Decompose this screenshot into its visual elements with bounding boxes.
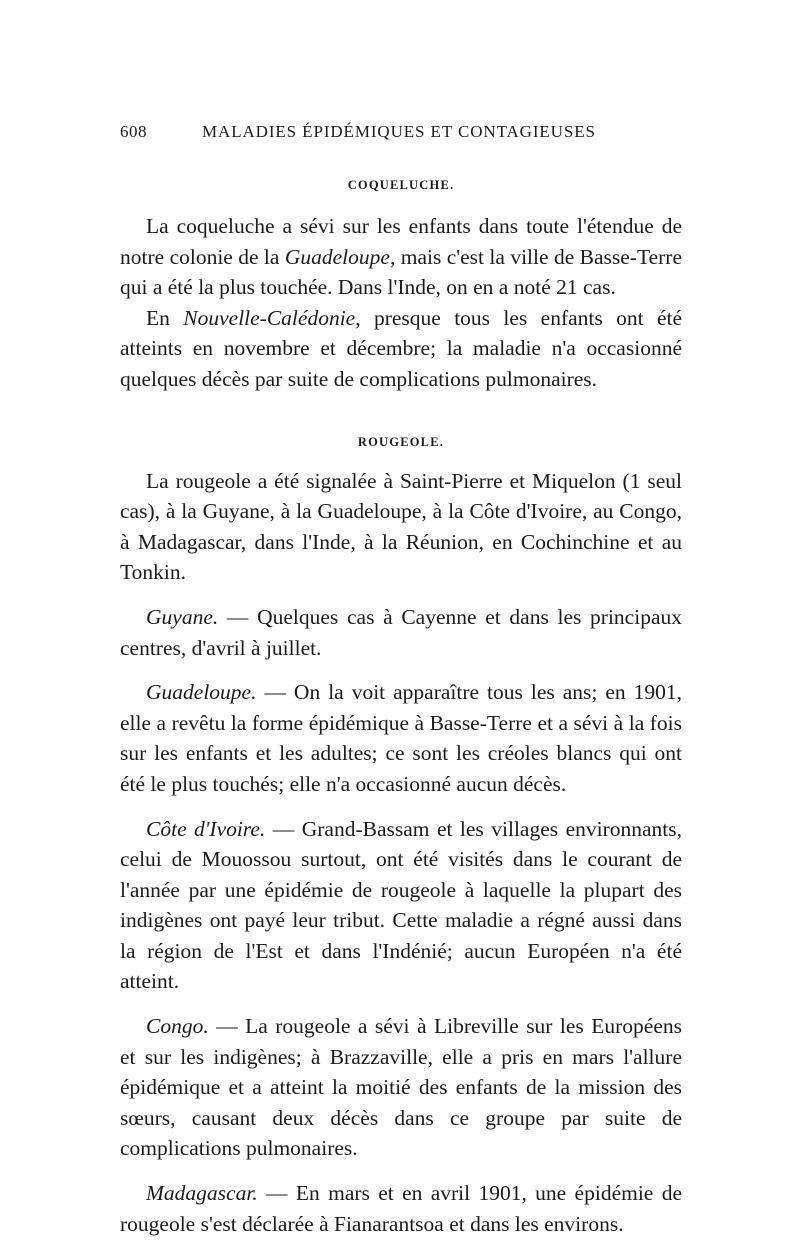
place-heading-congo: Congo. (146, 1014, 209, 1039)
place-heading-cote-ivoire: Côte d'Ivoire. (146, 816, 266, 841)
paragraph-coqueluche-guadeloupe (120, 211, 682, 303)
paragraph-text: — Quelques cas à Cayenne et dans les principaux centres, d'avril à juillet. (120, 604, 682, 660)
paragraph-text: , presque tous les enfants ont été atteints en novembre et décembre; la maladie n'a occasionné quelques décès par suite de complications pulmonaires. (120, 305, 683, 391)
document-page (120, 122, 682, 1239)
paragraph-cote-ivoire (120, 814, 682, 998)
paragraph-text: La coqueluche a sévi sur les enfants dans toute l'étendue de notre colonie de la (120, 214, 682, 269)
paragraph-text: , mais c'est la ville de Basse-Terre qui a été la plus touchée. Dans l'Inde, on en a noté 21 cas. (120, 244, 682, 300)
paragraph-text: — La rougeole a sévi à Libreville sur les Européens et sur les indigènes; à Brazzaville, elle a pris en mars l'allure épidémique et a atteint la moitié des enfants de la mission des sœurs, causant deux décès dans ce groupe par suite de complications pulmonaires. (120, 1014, 682, 1161)
paragraph-text: — En mars et en avril 1901, une épidémie de rougeole s'est déclarée à Fianarantsoa et dans les environs. (120, 1181, 682, 1236)
place-heading-guyane: Guyane. (146, 604, 219, 629)
paragraph-lead: En (146, 305, 184, 330)
place-heading-guadeloupe: Guadeloupe. (146, 680, 257, 705)
running-header (120, 122, 682, 148)
place-heading-madagascar: Madagascar. (146, 1181, 258, 1206)
place-name-nouvelle-caledonie: Nouvelle-Calédonie (183, 305, 356, 330)
paragraph-rougeole-intro: La rougeole a été signalée à Saint-Pierre et Miquelon (1 seul cas), à la Guyane, à la Guadeloupe, à la Côte d'Ivoire, au Congo, à Madagascar, dans l'Inde, à la Réunion, en Cochinchine et au Tonkin. (120, 468, 682, 585)
paragraph-congo (120, 1011, 682, 1164)
paragraph-text: — On la voit apparaître tous les ans; en 1901, elle a revêtu la forme épidémique à Basse-Terre et a sévi à la fois sur les enfants et les adultes; ce sont les créoles blancs qui ont été le plus touchés; elle n'a occasionné aucun décès. (120, 680, 682, 796)
running-title: MALADIES ÉPIDÉMIQUES ET CONTAGIEUSES (202, 122, 596, 141)
paragraph-madagascar (120, 1178, 682, 1239)
section-title-coqueluche: COQUELUCHE. (347, 178, 455, 192)
place-name-guadeloupe: Guadeloupe (284, 244, 390, 269)
paragraph-guadeloupe (120, 677, 682, 799)
paragraph-text: — Grand-Bassam et les villages environnants, celui de Mouossou surtout, ont été visités dans le courant de l'année par une épidémie de rougeole à laquelle la plupart des indigènes ont payé leur tribut. Cette maladie a régné aussi dans la région de l'Est et dans l'Indénié; aucun Européen n'a été atteint. (120, 816, 682, 994)
page-number: 608 (120, 122, 147, 141)
paragraph-guyane (120, 602, 682, 663)
section-title-rougeole: ROUGEOLE. (357, 434, 445, 449)
paragraph-coqueluche-caledonie (120, 303, 682, 395)
